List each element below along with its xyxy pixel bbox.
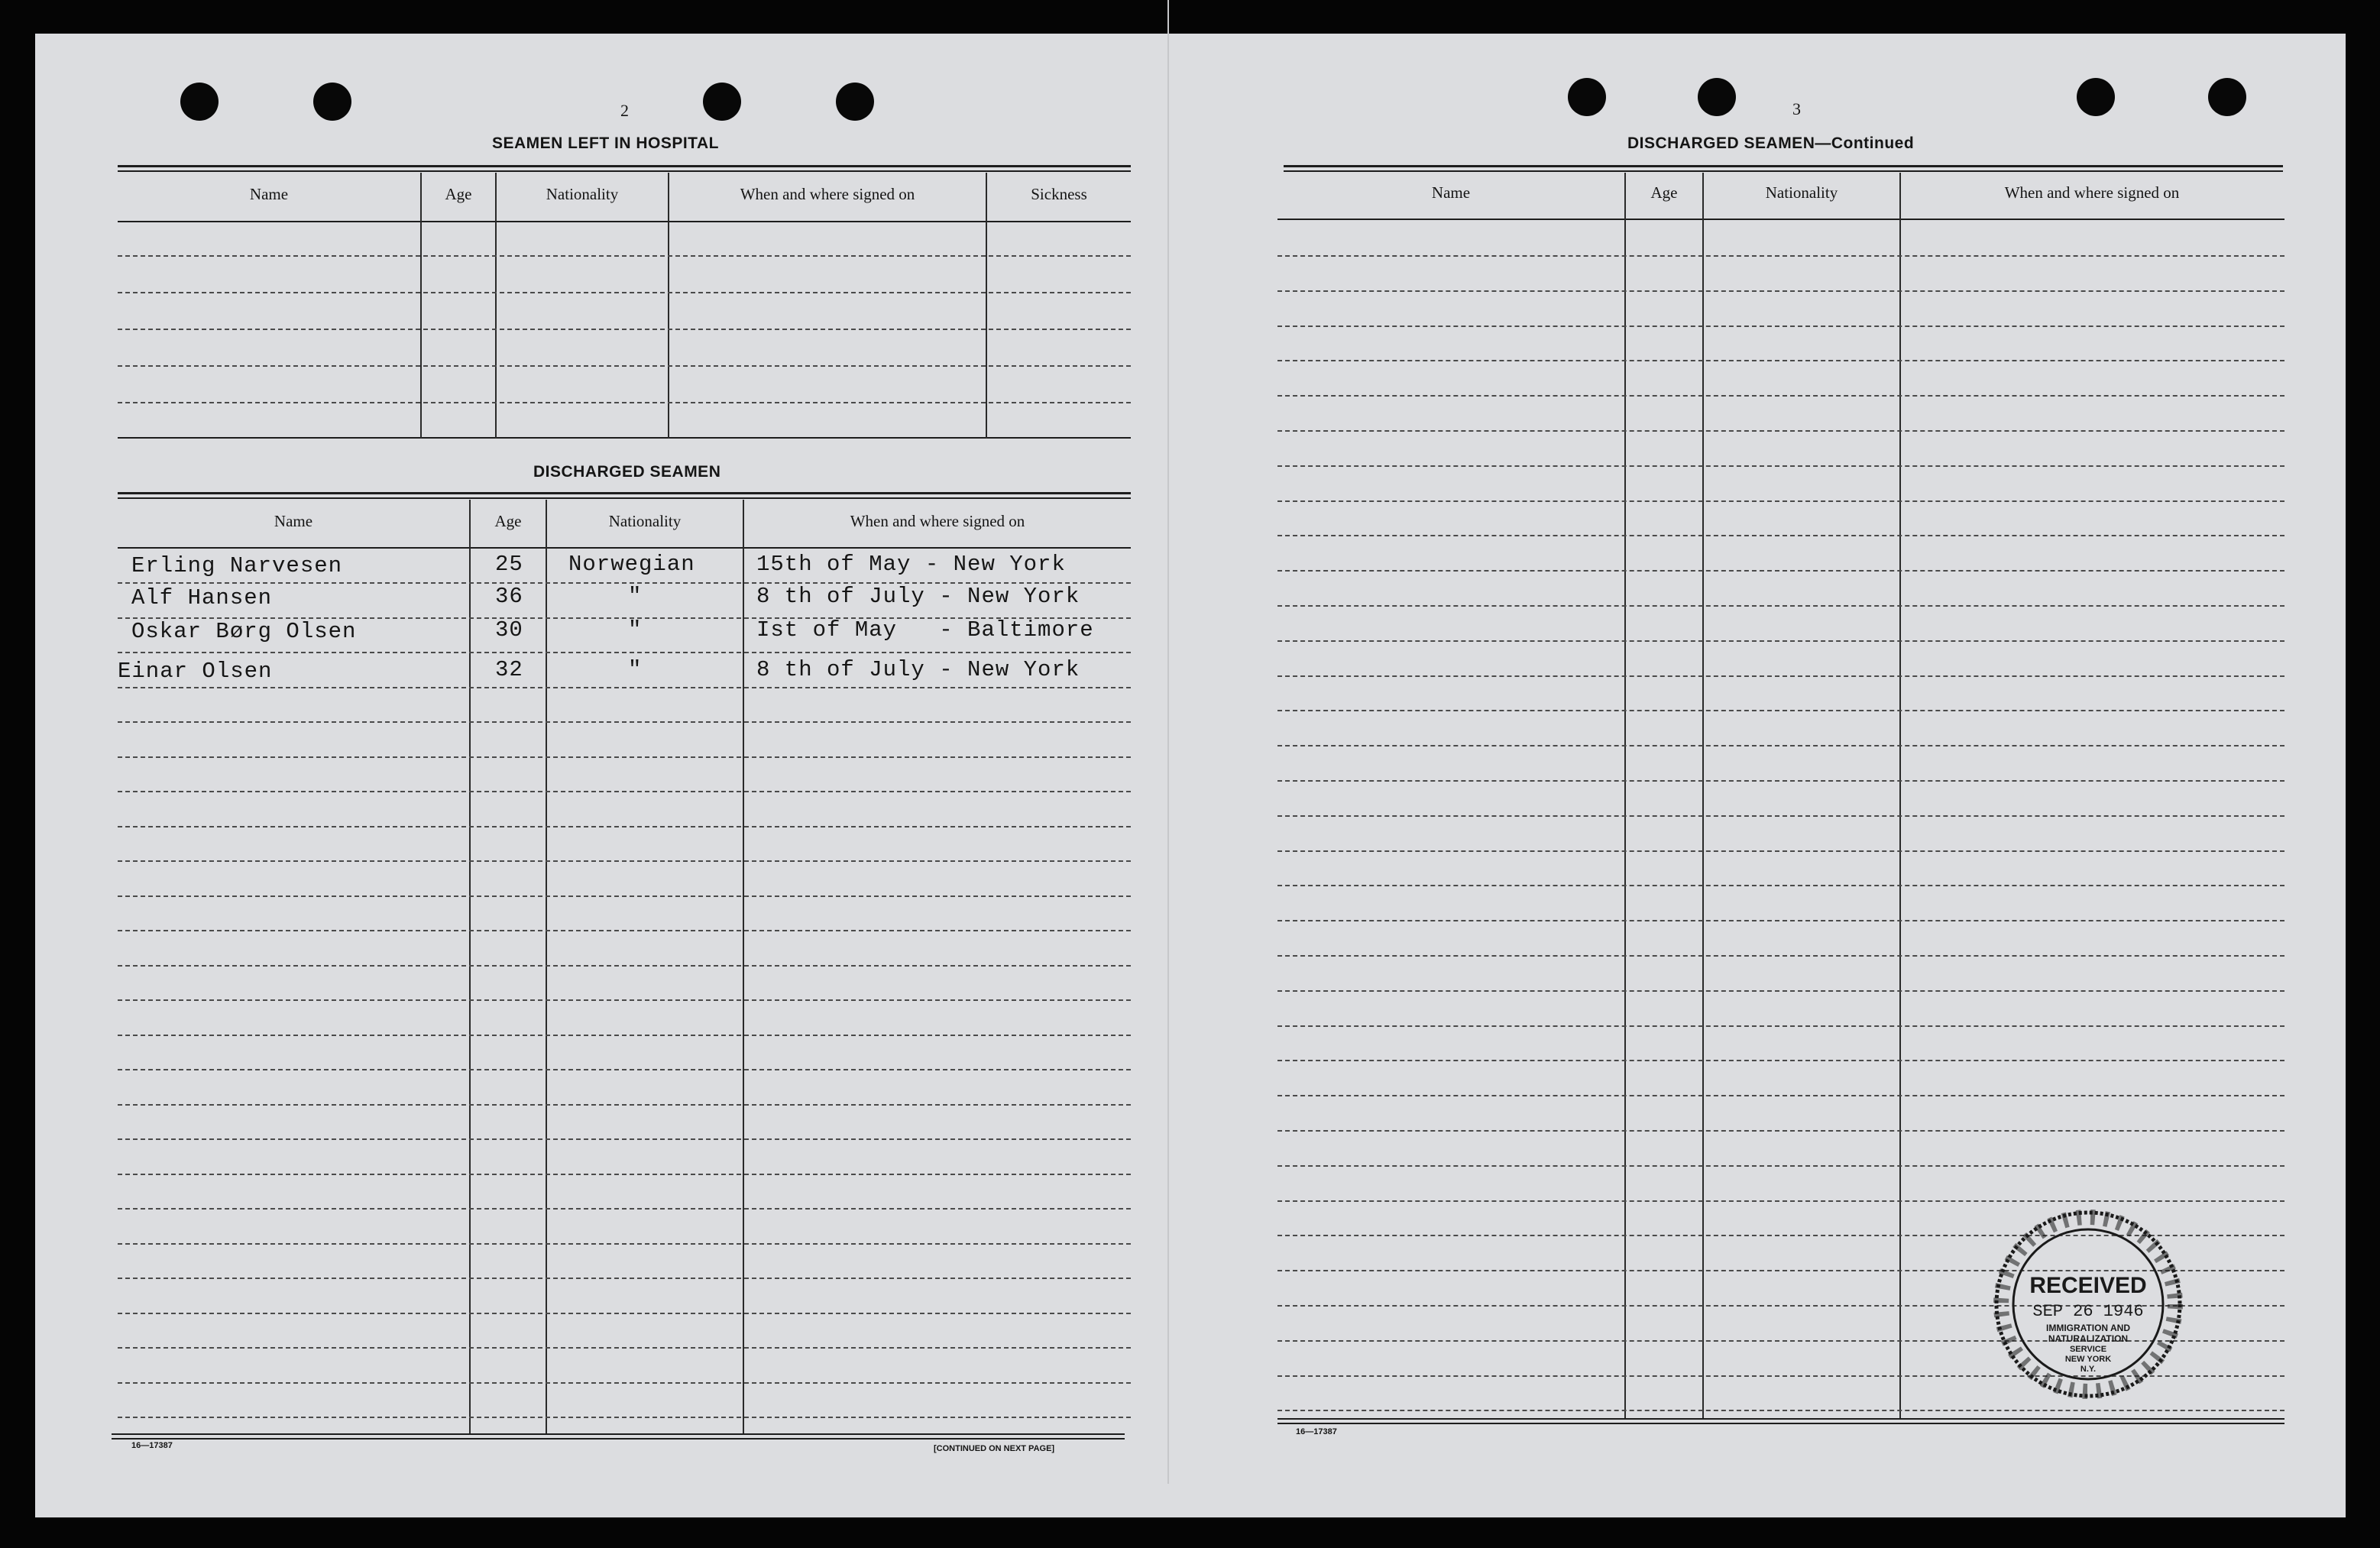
right-section-title: DISCHARGED SEAMEN—Continued: [1627, 134, 1915, 152]
column-divider: [495, 173, 497, 439]
ruled-line: [118, 895, 1131, 897]
seaman-age: 25: [495, 552, 523, 577]
rule: [1284, 170, 2283, 172]
stamp-city: NEW YORK: [2064, 1355, 2112, 1364]
received-stamp: [1993, 1209, 2184, 1400]
column-header-sickness: Sickness: [1031, 185, 1087, 203]
continued-note: [CONTINUED ON NEXT PAGE]: [934, 1444, 1055, 1453]
column-divider: [420, 173, 422, 439]
ruled-line: [1277, 780, 2284, 782]
ruled-line: [118, 329, 1131, 330]
ruled-line: [1277, 1410, 2284, 1411]
stamp-received: RECEIVED: [2029, 1273, 2147, 1298]
stamp-state: N.Y.: [2080, 1365, 2097, 1374]
ruled-line: [118, 791, 1131, 792]
seaman-signed-on: Ist of May - Baltimore: [756, 617, 1094, 643]
column-header-age: Age: [494, 512, 522, 530]
ruled-line: [118, 1347, 1131, 1349]
ruled-line: [118, 687, 1131, 688]
ruled-line: [118, 826, 1131, 827]
ruled-line: [1277, 640, 2284, 642]
ruled-line: [1277, 1130, 2284, 1132]
punch-hole: [703, 83, 741, 121]
ruled-line: [118, 860, 1131, 862]
ruled-line: [118, 1174, 1131, 1175]
column-header-nationality: Nationality: [1765, 183, 1838, 202]
ruled-line: [118, 1069, 1131, 1070]
punch-hole: [2077, 78, 2115, 116]
punch-hole: [180, 83, 219, 121]
column-header-signed-on: When and where signed on: [740, 185, 915, 203]
ruled-line: [1277, 990, 2284, 992]
rule: [118, 492, 1131, 494]
page-number: 2: [620, 101, 629, 120]
ruled-line: [1277, 255, 2284, 257]
ruled-line: [118, 721, 1131, 723]
rule: [118, 165, 1131, 167]
ruled-line: [1277, 465, 2284, 467]
punch-hole: [2208, 78, 2246, 116]
column-divider: [668, 173, 669, 439]
ruled-line: [1277, 500, 2284, 502]
ruled-line: [1277, 1095, 2284, 1096]
ruled-line: [1277, 920, 2284, 921]
rule: [112, 1433, 1125, 1435]
page-number: 3: [1792, 99, 1801, 118]
rule: [118, 221, 1131, 222]
ruled-line: [1277, 885, 2284, 886]
stamp-agency-1: IMMIGRATION AND: [2046, 1323, 2130, 1333]
ruled-line: [118, 402, 1131, 403]
rule: [1284, 165, 2283, 167]
seaman-name: Einar Olsen: [118, 659, 273, 684]
ruled-line: [118, 1208, 1131, 1210]
column-divider: [986, 173, 987, 439]
ruled-line: [118, 292, 1131, 293]
ruled-line: [1277, 1200, 2284, 1202]
seaman-signed-on: 8 th of July - New York: [756, 584, 1080, 609]
rule: [118, 170, 1131, 172]
column-header-signed-on: When and where signed on: [2004, 183, 2180, 202]
ruled-line: [1277, 1025, 2284, 1027]
stamp-agency-2: NATURALIZATION: [2048, 1333, 2129, 1344]
seaman-name: Erling Narvesen: [131, 553, 343, 578]
form-number: 16—17387: [131, 1441, 173, 1450]
ruled-line: [1277, 430, 2284, 432]
column-header-nationality: Nationality: [546, 185, 619, 203]
ruled-line: [118, 255, 1131, 257]
column-header-age: Age: [445, 185, 472, 203]
column-header-name: Name: [1431, 183, 1471, 202]
ruled-line: [1277, 850, 2284, 852]
rule: [118, 497, 1131, 499]
column-header-age: Age: [1650, 183, 1678, 202]
ruled-line: [1277, 395, 2284, 397]
ruled-line: [1277, 955, 2284, 957]
rule: [1277, 1423, 2284, 1424]
ruled-line: [118, 1313, 1131, 1314]
stamp-date: SEP 26 1946: [2032, 1302, 2144, 1321]
seaman-signed-on: 8 th of July - New York: [756, 657, 1080, 682]
ruled-line: [118, 1417, 1131, 1418]
rule: [118, 437, 1131, 439]
seaman-name: Oskar Børg Olsen: [131, 619, 357, 644]
ruled-line: [1277, 290, 2284, 292]
seaman-age: 32: [495, 657, 523, 682]
ruled-line: [118, 965, 1131, 967]
seaman-nationality: ": [628, 584, 643, 609]
ruled-line: [1277, 360, 2284, 361]
ruled-line: [118, 1382, 1131, 1384]
punch-hole: [1698, 78, 1736, 116]
ruled-line: [118, 1278, 1131, 1279]
hospital-section-title: SEAMEN LEFT IN HOSPITAL: [492, 134, 719, 152]
page-fold: [1167, 0, 1169, 1484]
ruled-line: [1277, 815, 2284, 817]
ruled-line: [1277, 1060, 2284, 1061]
discharged-section-title: DISCHARGED SEAMEN: [533, 463, 721, 481]
seaman-nationality: ": [628, 617, 643, 643]
column-header-signed-on: When and where signed on: [850, 512, 1025, 530]
rule: [1277, 1418, 2284, 1420]
ruled-line: [1277, 325, 2284, 327]
column-header-name: Name: [274, 512, 313, 530]
ruled-line: [1277, 710, 2284, 711]
punch-hole: [313, 83, 351, 121]
seaman-name: Alf Hansen: [131, 585, 273, 610]
rule: [1277, 219, 2284, 220]
seaman-nationality: ": [628, 657, 643, 682]
ruled-line: [118, 365, 1131, 367]
ruled-line: [118, 999, 1131, 1001]
column-divider: [469, 500, 471, 1433]
rule: [112, 1438, 1125, 1440]
ruled-line: [118, 1104, 1131, 1106]
ruled-line: [1277, 745, 2284, 746]
seaman-signed-on: 15th of May - New York: [756, 552, 1066, 577]
ruled-line: [118, 1138, 1131, 1140]
ruled-line: [118, 652, 1131, 653]
ruled-line: [1277, 605, 2284, 607]
ruled-line: [118, 1243, 1131, 1245]
column-divider: [743, 500, 744, 1433]
column-header-nationality: Nationality: [608, 512, 682, 530]
ruled-line: [1277, 1165, 2284, 1167]
column-divider: [546, 500, 547, 1433]
column-header-name: Name: [249, 185, 289, 203]
punch-hole: [836, 83, 874, 121]
ruled-line: [118, 930, 1131, 931]
ruled-line: [118, 1035, 1131, 1036]
stamp-agency-3: SERVICE: [2069, 1345, 2107, 1354]
punch-hole: [1568, 78, 1606, 116]
ruled-line: [1277, 535, 2284, 536]
ruled-line: [118, 756, 1131, 758]
seaman-age: 30: [495, 617, 523, 643]
rule: [118, 547, 1131, 549]
ruled-line: [1277, 675, 2284, 677]
seaman-nationality: Norwegian: [568, 552, 695, 577]
form-number: 16—17387: [1296, 1427, 1337, 1436]
seaman-age: 36: [495, 584, 523, 609]
ruled-line: [1277, 570, 2284, 572]
